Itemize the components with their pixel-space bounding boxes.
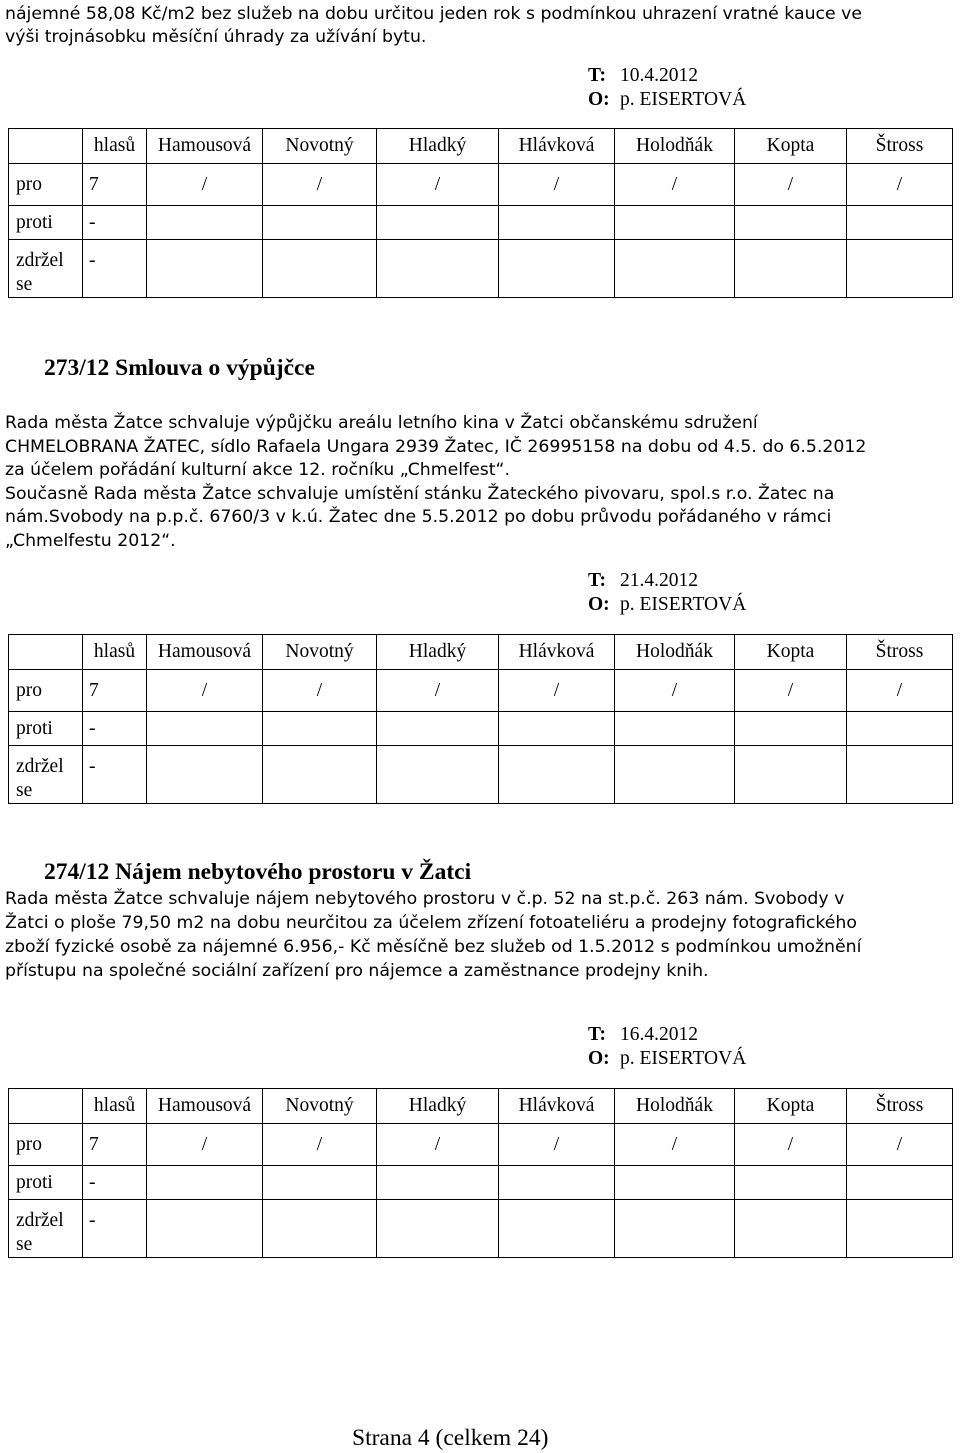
vote-row (9, 670, 953, 712)
page-number-footer: Strana 4 (celkem 24) (352, 1425, 549, 1451)
body-text-line: výši trojnásobku měsíční úhrady za užívání bytu. (5, 27, 427, 47)
vote-header-member: Novotný (263, 129, 377, 164)
owner-name: p. EISERTOVÁ (620, 89, 747, 110)
vote-header-member: Hlávková (499, 635, 615, 670)
vote-member-cell (735, 1166, 847, 1200)
term-date: 10.4.2012 (620, 65, 698, 86)
vote-member-cell (263, 1166, 377, 1200)
vote-member-cell (147, 240, 263, 298)
resolution-text (5, 887, 861, 983)
vote-count-cell: 7 (83, 1124, 147, 1166)
vote-count-cell: 7 (83, 164, 147, 206)
vote-row (9, 164, 953, 206)
term-date: 21.4.2012 (620, 570, 698, 591)
vote-member-cell: / (147, 670, 263, 712)
vote-member-cell (735, 746, 847, 804)
vote-member-cell (147, 206, 263, 240)
vote-member-cell: / (499, 1124, 615, 1166)
vote-header-member: Kopta (735, 1089, 847, 1124)
vote-member-cell: / (847, 1124, 953, 1166)
vote-member-cell (847, 206, 953, 240)
deadline-block (588, 569, 746, 617)
vote-row (9, 1166, 953, 1200)
body-text-line: přístupu na společné sociální zařízení pro nájemce a zaměstnance prodejny knih. (5, 961, 709, 981)
vote-member-cell (735, 240, 847, 298)
vote-member-cell: / (263, 164, 377, 206)
vote-header-member: Hlávková (499, 129, 615, 164)
body-text-line: „Chmelfestu 2012“. (5, 530, 176, 551)
vote-header-votes: hlasů (83, 129, 147, 164)
term-label: T: (588, 570, 607, 591)
resolution-heading: 274/12 Nájem nebytového prostoru v Žatci (44, 859, 472, 885)
vote-member-cell: / (263, 670, 377, 712)
vote-header-member: Hladký (377, 1089, 499, 1124)
vote-member-cell (263, 712, 377, 746)
vote-label-cell: proti (9, 206, 83, 240)
term-label: T: (588, 65, 607, 86)
vote-header-member: Holodňák (615, 635, 735, 670)
vote-header-row (9, 129, 953, 164)
vote-header-member: Hladký (377, 129, 499, 164)
vote-header-member: Kopta (735, 635, 847, 670)
vote-member-cell (847, 746, 953, 804)
vote-row (9, 712, 953, 746)
vote-member-cell: / (847, 670, 953, 712)
vote-member-cell: / (147, 1124, 263, 1166)
body-text-line: Rada města Žatce schvaluje nájem nebytového prostoru v č.p. 52 na st.p.č. 263 nám. Svobody v (5, 889, 845, 909)
vote-member-cell: / (615, 1124, 735, 1166)
vote-label-cell: zdržel se (9, 240, 83, 298)
vote-member-cell: / (735, 164, 847, 206)
body-text-line: CHMELOBRANA ŽATEC, sídlo Rafaela Ungara 2939 Žatec, IČ 26995158 na dobu od 4.5. do 6.5.2012 (5, 436, 867, 457)
resolution-heading: 273/12 Smlouva o výpůjčce (44, 355, 315, 381)
vote-header-row (9, 635, 953, 670)
body-text-line: nájemné 58,08 Kč/m2 bez služeb na dobu určitou jeden rok s podmínkou uhrazení vratné kauce ve (5, 4, 863, 24)
body-text-line: za účelem pořádání kulturní akce 12. ročníku „Chmelfest“. (5, 460, 510, 481)
vote-member-cell (377, 1166, 499, 1200)
vote-header-member: Štross (847, 129, 953, 164)
vote-member-cell: / (735, 670, 847, 712)
vote-member-cell (263, 1200, 377, 1258)
vote-member-cell (147, 1166, 263, 1200)
vote-header-member: Kopta (735, 129, 847, 164)
vote-header-votes: hlasů (83, 1089, 147, 1124)
vote-member-cell (499, 1200, 615, 1258)
deadline-owner (588, 1047, 746, 1071)
vote-header-member: Holodňák (615, 1089, 735, 1124)
vote-label-cell: zdržel se (9, 746, 83, 804)
vote-member-cell (615, 1166, 735, 1200)
owner-name: p. EISERTOVÁ (620, 1048, 747, 1069)
vote-label-cell: pro (9, 1124, 83, 1166)
vote-header-member: Novotný (263, 1089, 377, 1124)
owner-label: O: (588, 594, 610, 615)
deadline-block (588, 1023, 746, 1071)
body-text-line: Rada města Žatce schvaluje výpůjčku areálu letního kina v Žatci občanskému sdružení (5, 413, 758, 433)
vote-count-cell: - (83, 1166, 147, 1200)
deadline-owner (588, 593, 746, 617)
vote-row (9, 1124, 953, 1166)
body-text-line: Žatci o ploše 79,50 m2 na dobu neurčitou za účelem zřízení fotoateliéru a prodejny fotografického (5, 913, 857, 933)
vote-member-cell (263, 240, 377, 298)
vote-member-cell (735, 1200, 847, 1258)
vote-count-cell: - (83, 1200, 147, 1258)
vote-label-cell: zdržel se (9, 1200, 83, 1258)
body-text-line: nám.Svobody na p.p.č. 6760/3 v k.ú. Žatec dne 5.5.2012 po dobu průvodu pořádaného v rámci (5, 507, 832, 528)
vote-table (8, 128, 953, 298)
deadline-term (588, 64, 746, 88)
vote-member-cell (499, 1166, 615, 1200)
vote-member-cell (615, 746, 735, 804)
vote-member-cell (377, 240, 499, 298)
vote-member-cell (263, 206, 377, 240)
vote-header-member: Holodňák (615, 129, 735, 164)
continued-resolution-text (5, 3, 862, 49)
term-date: 16.4.2012 (620, 1024, 698, 1045)
term-label: T: (588, 1024, 607, 1045)
vote-member-cell (615, 240, 735, 298)
vote-count-cell: 7 (83, 670, 147, 712)
vote-header-corner (9, 1089, 83, 1124)
vote-count-cell: - (83, 712, 147, 746)
vote-table (8, 634, 953, 804)
vote-member-cell: / (147, 164, 263, 206)
vote-member-cell: / (615, 164, 735, 206)
vote-label-cell: pro (9, 164, 83, 206)
vote-row (9, 1200, 953, 1258)
body-text-line: Současně Rada města Žatce schvaluje umístění stánku Žateckého pivovaru, spol.s r.o. Žatec na (5, 483, 835, 504)
vote-table (8, 1088, 953, 1258)
owner-label: O: (588, 89, 610, 110)
vote-member-cell (499, 746, 615, 804)
vote-count-cell: - (83, 240, 147, 298)
vote-member-cell (263, 746, 377, 804)
vote-member-cell (615, 712, 735, 746)
owner-label: O: (588, 1048, 610, 1069)
vote-member-cell (499, 240, 615, 298)
vote-label-cell: pro (9, 670, 83, 712)
vote-member-cell: / (735, 1124, 847, 1166)
vote-label-cell: proti (9, 712, 83, 746)
vote-header-member: Štross (847, 1089, 953, 1124)
deadline-term (588, 1023, 746, 1047)
vote-member-cell: / (377, 670, 499, 712)
vote-header-member: Hamousová (147, 129, 263, 164)
vote-member-cell (377, 746, 499, 804)
vote-header-corner (9, 635, 83, 670)
vote-member-cell (847, 1200, 953, 1258)
vote-member-cell: / (499, 670, 615, 712)
vote-member-cell (847, 240, 953, 298)
vote-header-member: Štross (847, 635, 953, 670)
vote-member-cell (147, 746, 263, 804)
vote-member-cell (735, 206, 847, 240)
vote-member-cell (499, 206, 615, 240)
vote-row (9, 206, 953, 240)
vote-header-member: Hladký (377, 635, 499, 670)
vote-member-cell (735, 712, 847, 746)
vote-member-cell (847, 712, 953, 746)
vote-count-cell: - (83, 206, 147, 240)
vote-member-cell: / (377, 164, 499, 206)
vote-member-cell (147, 712, 263, 746)
vote-header-member: Hamousová (147, 1089, 263, 1124)
body-text-line: zboží fyzické osobě za nájemné 6.956,- Kč měsíčně bez služeb od 1.5.2012 s podmínkou umožnění (5, 937, 862, 957)
resolution-text (5, 412, 866, 554)
vote-row (9, 240, 953, 298)
vote-member-cell: / (847, 164, 953, 206)
vote-member-cell (377, 1200, 499, 1258)
deadline-block (588, 64, 746, 112)
vote-member-cell (147, 1200, 263, 1258)
vote-count-cell: - (83, 746, 147, 804)
vote-member-cell (615, 1200, 735, 1258)
vote-member-cell: / (377, 1124, 499, 1166)
vote-member-cell: / (499, 164, 615, 206)
vote-header-member: Hlávková (499, 1089, 615, 1124)
vote-member-cell (377, 712, 499, 746)
vote-header-row (9, 1089, 953, 1124)
vote-member-cell (499, 712, 615, 746)
vote-member-cell: / (615, 670, 735, 712)
vote-header-member: Hamousová (147, 635, 263, 670)
vote-label-cell: proti (9, 1166, 83, 1200)
vote-member-cell: / (263, 1124, 377, 1166)
vote-header-corner (9, 129, 83, 164)
vote-header-votes: hlasů (83, 635, 147, 670)
vote-header-member: Novotný (263, 635, 377, 670)
deadline-term (588, 569, 746, 593)
vote-row (9, 746, 953, 804)
vote-member-cell (615, 206, 735, 240)
vote-member-cell (377, 206, 499, 240)
owner-name: p. EISERTOVÁ (620, 594, 747, 615)
deadline-owner (588, 88, 746, 112)
vote-member-cell (847, 1166, 953, 1200)
